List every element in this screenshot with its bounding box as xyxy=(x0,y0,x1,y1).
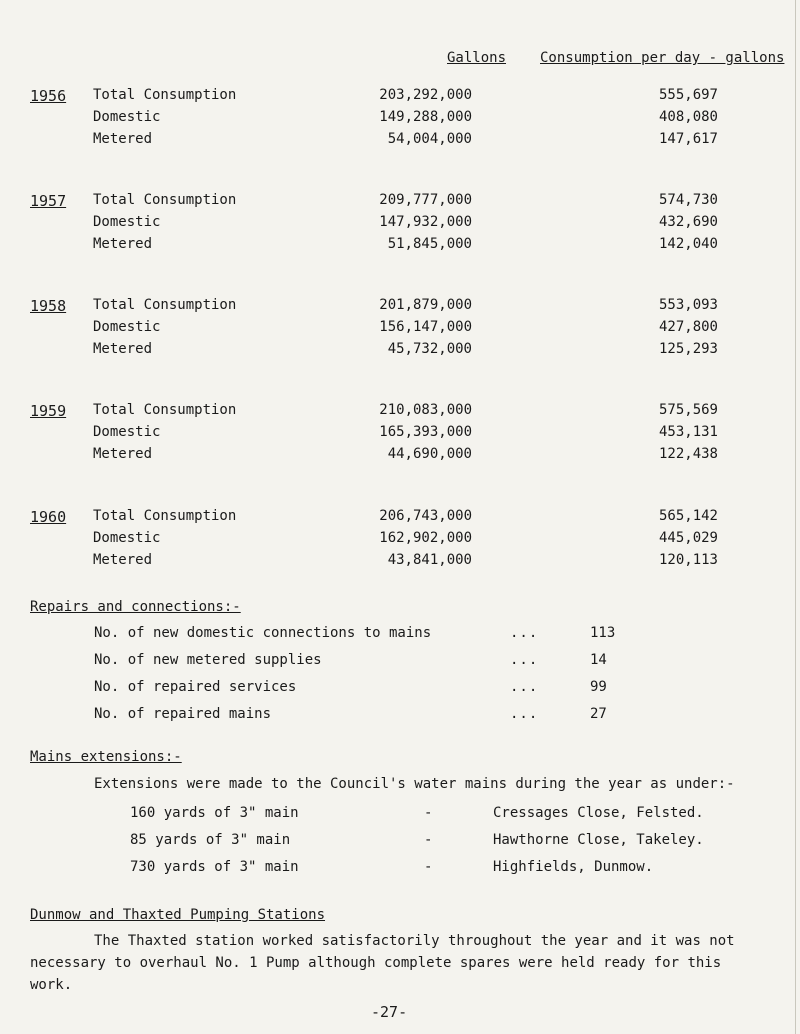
row-label: Total Consumption xyxy=(93,297,237,313)
per-day-value: 142,040 xyxy=(658,236,718,252)
extension-place: Hawthorne Close, Takeley. xyxy=(493,832,704,848)
row-label: Domestic xyxy=(93,424,161,440)
page-number: -27- xyxy=(371,1003,408,1021)
per-day-value: 565,142 xyxy=(658,508,718,524)
gallons-value: 149,288,000 xyxy=(379,109,472,125)
per-day-value: 427,800 xyxy=(658,319,718,335)
per-day-value: 408,080 xyxy=(658,109,718,125)
gallons-value: 210,083,000 xyxy=(379,402,472,418)
year-label: 1960 xyxy=(30,508,67,526)
repair-label: No. of repaired services xyxy=(94,679,297,695)
extension-dash: - xyxy=(424,805,433,821)
year-label: 1959 xyxy=(30,402,67,420)
extension-item xyxy=(0,859,800,879)
gallons-value: 54,004,000 xyxy=(387,131,472,147)
row-label: Total Consumption xyxy=(93,508,237,524)
gallons-value: 156,147,000 xyxy=(379,319,472,335)
repair-item xyxy=(0,652,800,672)
per-day-value: 453,131 xyxy=(658,424,718,440)
row-label: Domestic xyxy=(93,214,161,230)
extension-dash: - xyxy=(424,832,433,848)
extension-place: Highfields, Dunmow. xyxy=(493,859,654,875)
extension-dash: - xyxy=(424,859,433,875)
repair-label: No. of new domestic connections to mains xyxy=(94,625,432,641)
gallons-value: 162,902,000 xyxy=(379,530,472,546)
row-label: Metered xyxy=(93,552,153,568)
pumping-paragraph xyxy=(30,930,770,996)
row-label: Domestic xyxy=(93,530,161,546)
leader-dots: ... xyxy=(510,625,539,641)
repair-item xyxy=(0,625,800,645)
pumping-line-1: The Thaxted station worked satisfactorily throughout the year and it was not xyxy=(94,933,735,949)
extension-item xyxy=(0,832,800,852)
row-label: Metered xyxy=(93,341,153,357)
row-label: Total Consumption xyxy=(93,192,237,208)
gallons-value: 43,841,000 xyxy=(387,552,472,568)
leader-dots: ... xyxy=(510,652,539,668)
mains-title: Mains extensions:- xyxy=(30,749,182,765)
per-day-value: 445,029 xyxy=(658,530,718,546)
per-day-value: 575,569 xyxy=(658,402,718,418)
repairs-title: Repairs and connections:- xyxy=(30,599,241,615)
row-label: Metered xyxy=(93,236,153,252)
per-day-value: 120,113 xyxy=(658,552,718,568)
per-day-value: 125,293 xyxy=(658,341,718,357)
gallons-value: 206,743,000 xyxy=(379,508,472,524)
gallons-value: 44,690,000 xyxy=(387,446,472,462)
extension-size: 730 yards of 3" main xyxy=(130,859,299,875)
per-day-value: 147,617 xyxy=(658,131,718,147)
extension-item xyxy=(0,805,800,825)
repair-value: 113 xyxy=(590,625,616,641)
row-label: Domestic xyxy=(93,109,161,125)
repair-item xyxy=(0,706,800,726)
repair-item xyxy=(0,679,800,699)
leader-dots: ... xyxy=(510,706,539,722)
row-label: Total Consumption xyxy=(93,87,237,103)
repair-value: 27 xyxy=(590,706,607,722)
pumping-line-3: work. xyxy=(30,977,73,993)
year-label: 1956 xyxy=(30,87,67,105)
repair-label: No. of new metered supplies xyxy=(94,652,322,668)
mains-intro: Extensions were made to the Council's water mains during the year as under:- xyxy=(94,776,735,792)
repair-label: No. of repaired mains xyxy=(94,706,272,722)
row-label: Domestic xyxy=(93,319,161,335)
gallons-value: 209,777,000 xyxy=(379,192,472,208)
pumping-title: Dunmow and Thaxted Pumping Stations xyxy=(30,907,326,923)
pumping-line-2: necessary to overhaul No. 1 Pump although complete spares were held ready for this xyxy=(30,955,722,971)
per-day-value: 553,093 xyxy=(658,297,718,313)
row-label: Metered xyxy=(93,131,153,147)
row-label: Metered xyxy=(93,446,153,462)
extension-size: 85 yards of 3" main xyxy=(130,832,291,848)
row-label: Total Consumption xyxy=(93,402,237,418)
gallons-value: 165,393,000 xyxy=(379,424,472,440)
per-day-value: 555,697 xyxy=(658,87,718,103)
extension-size: 160 yards of 3" main xyxy=(130,805,299,821)
repair-value: 14 xyxy=(590,652,607,668)
year-label: 1958 xyxy=(30,297,67,315)
gallons-value: 203,292,000 xyxy=(379,87,472,103)
header-per-day: Consumption per day - gallons xyxy=(540,50,785,66)
per-day-value: 574,730 xyxy=(658,192,718,208)
gallons-value: 51,845,000 xyxy=(387,236,472,252)
gallons-value: 201,879,000 xyxy=(379,297,472,313)
header-gallons: Gallons xyxy=(447,50,507,66)
extension-place: Cressages Close, Felsted. xyxy=(493,805,704,821)
gallons-value: 45,732,000 xyxy=(387,341,472,357)
per-day-value: 122,438 xyxy=(658,446,718,462)
leader-dots: ... xyxy=(510,679,539,695)
year-label: 1957 xyxy=(30,192,67,210)
gallons-value: 147,932,000 xyxy=(379,214,472,230)
repair-value: 99 xyxy=(590,679,607,695)
per-day-value: 432,690 xyxy=(658,214,718,230)
